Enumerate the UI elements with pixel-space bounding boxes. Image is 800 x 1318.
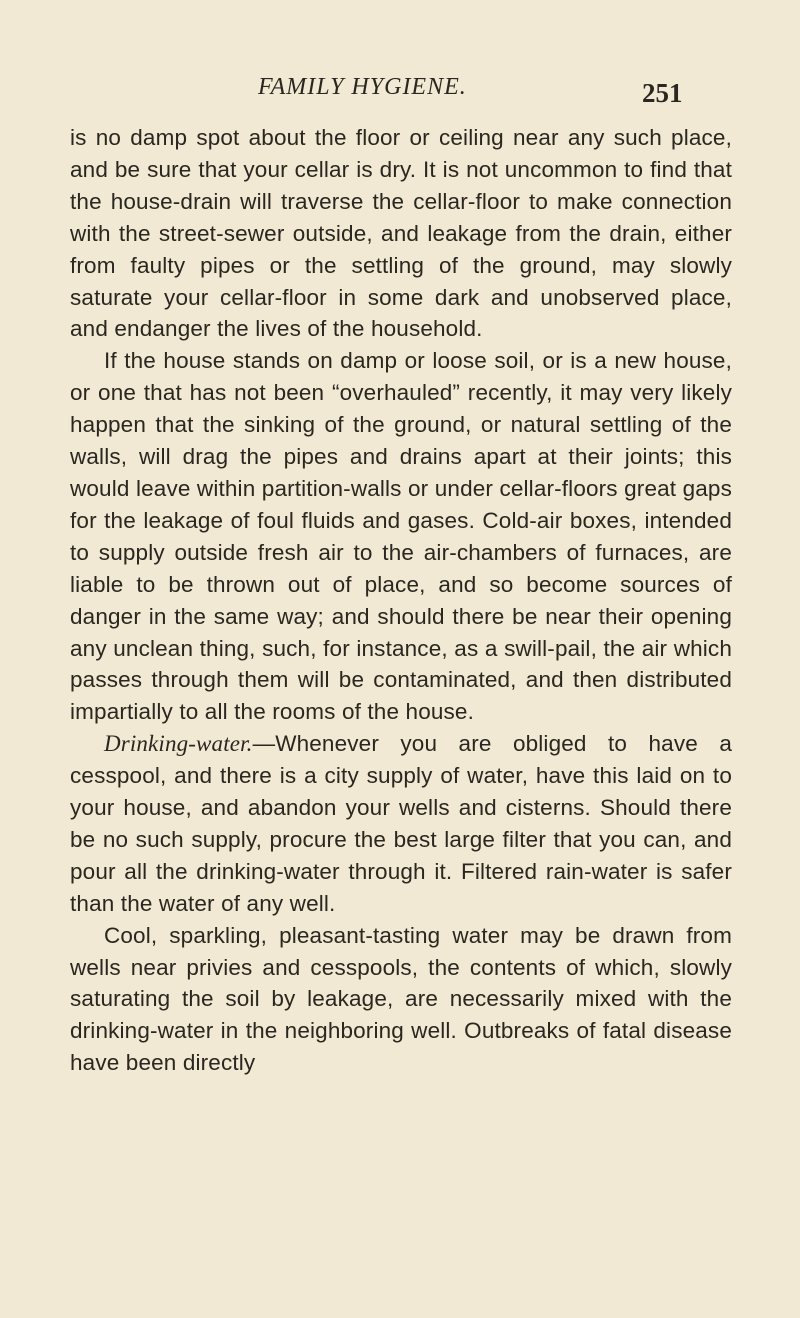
body-text xyxy=(70,122,732,1079)
section-heading-drinking-water: Drinking-water. xyxy=(104,731,253,757)
paragraph-3 xyxy=(70,728,732,919)
paragraph-4: Cool, sparkling, pleasant-tasting water may be drawn from wells near privies and cesspools, the contents of which, slowly saturating the soil by leakage, are necessarily mixed with the drinking-water in the neighboring well. Outbreaks of fatal disease have been directly xyxy=(70,922,732,1076)
paragraph-2: If the house stands on damp or loose soil, or is a new house, or one that has not been “overhauled” recently, it may very likely happen that the sinking of the ground, or natural settling of the walls, will drag the pipes and drains apart at their joints; this would leave within partition-walls or under cellar-floors great gaps for the leakage of foul fluids and gases. Cold-air boxes, intended to supply outside fresh air to the air-chambers of furnaces, are liable to be thrown out of place, and so become sources of danger in the same way; and should there be near their opening any unclean thing, such, for instance, as a swill-pail, the air which passes through them will be contaminated, and then distributed impartially to all the rooms of the house. xyxy=(70,348,732,725)
running-title: FAMILY HYGIENE. xyxy=(258,74,467,100)
page-number: 251 xyxy=(642,78,683,108)
running-head xyxy=(0,74,800,110)
paragraph-1: is no damp spot about the floor or ceiling near any such place, and be sure that your cellar is dry. It is not uncommon to find that the house-drain will traverse the cellar-floor to make connection with the street-sewer outside, and leakage from the drain, either from faulty pipes or the settling of the ground, may slowly saturate your cellar-floor in some dark and unobserved place, and endanger the lives of the household. xyxy=(70,125,732,342)
paragraph-3-text: —Whenever you are obliged to have a cesspool, and there is a city supply of water, have this laid on to your house, and abandon your wells and cisterns. Should there be no such supply, procure the best large filter that you can, and pour all the drinking-water through it. Filtered rain-water is safer than the water of any well. xyxy=(70,731,732,916)
